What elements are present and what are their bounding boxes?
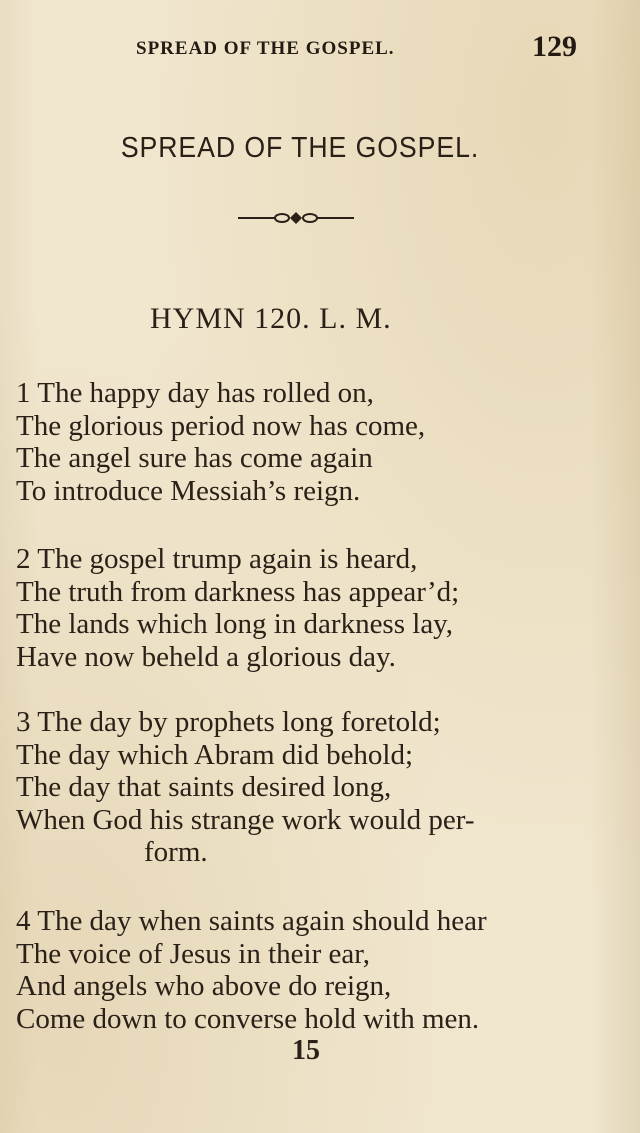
page-number: 129 — [532, 30, 577, 63]
verse-line: 2 The gospel trump again is heard, — [16, 543, 418, 575]
verse-line: 3 The day by prophets long foretold; — [16, 706, 441, 738]
signature-mark: 15 — [292, 1035, 320, 1066]
verse-line: When God his strange work would per- — [16, 803, 475, 836]
verse-line: The angel sure has come again — [16, 442, 373, 474]
verse-line: The lands which long in darkness lay, — [16, 608, 454, 640]
running-head: SPREAD OF THE GOSPEL. — [136, 38, 395, 59]
verse-line: The day which Abram did behold; — [16, 738, 414, 771]
verse-line: And angels who above do reign, — [16, 970, 392, 1002]
verse-line: Come down to converse hold with men. — [16, 1002, 480, 1035]
verse-line: The voice of Jesus in their ear, — [16, 937, 370, 970]
stanza-4 — [16, 905, 487, 1035]
decorative-rule-icon — [236, 207, 356, 229]
verse-line-continuation: form. — [144, 836, 208, 868]
hymn-heading: HYMN 120. L. M. — [150, 302, 392, 335]
section-title: SPREAD OF THE GOSPEL. — [120, 132, 480, 164]
verse-line: The glorious period now has come, — [16, 409, 426, 442]
verse-line: 4 The day when saints again should hear — [16, 905, 487, 937]
stanza-2 — [16, 543, 459, 673]
verse-line: 1 The happy day has rolled on, — [16, 377, 374, 409]
verse-line: The truth from darkness has appear’d; — [16, 575, 460, 608]
stanza-3 — [16, 706, 474, 869]
verse-line: The day that saints desired long, — [16, 771, 392, 803]
verse-line: Have now beheld a glorious day. — [16, 640, 396, 673]
stanza-1 — [16, 377, 425, 507]
verse-line: To introduce Messiah’s reign. — [16, 474, 361, 507]
